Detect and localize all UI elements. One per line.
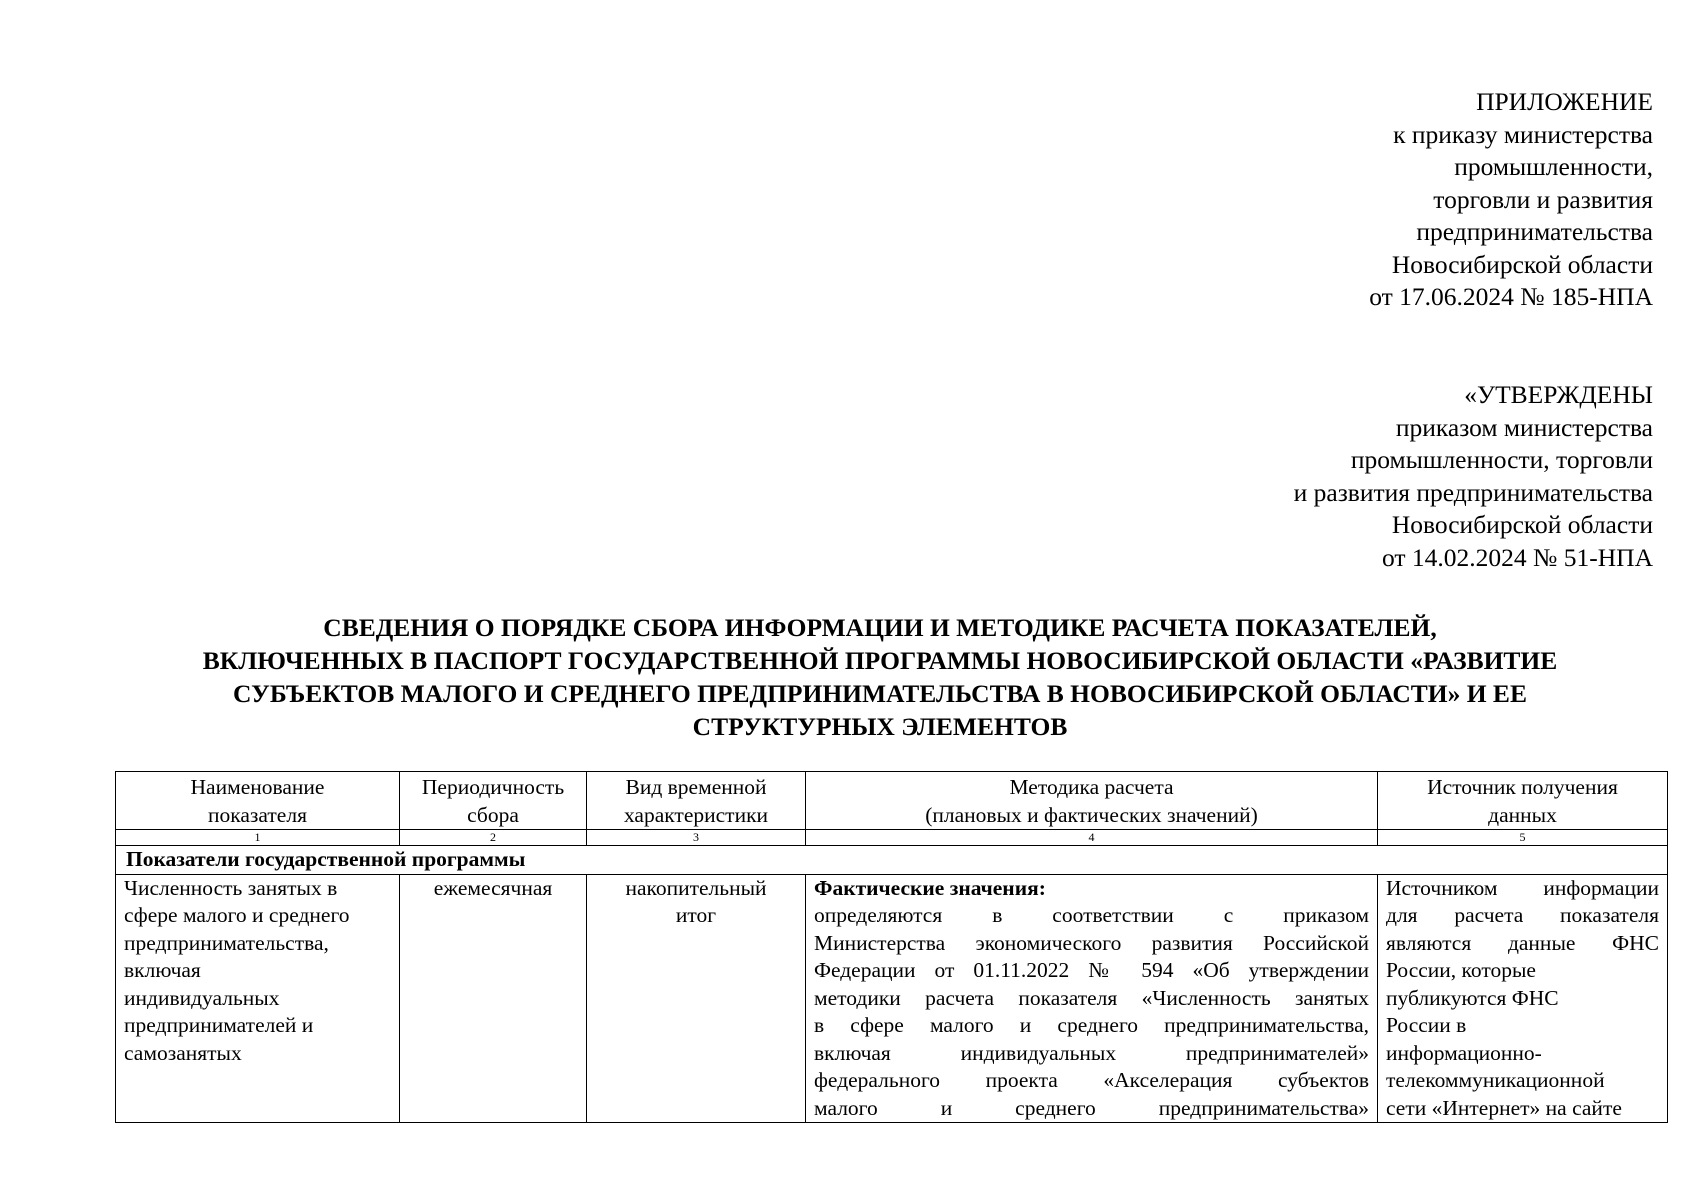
header-time-type: Вид временной характеристики [587, 772, 806, 830]
header-source: Источник получения данных [1378, 772, 1668, 830]
title-line: СУБЪЕКТОВ МАЛОГО И СРЕДНЕГО ПРЕДПРИНИМАТЕЛЬСТВА В НОВОСИБИРСКОЙ ОБЛАСТИ» И ЕЕ [233, 679, 1527, 708]
table-header-row [116, 772, 1668, 830]
approved-line: и развития предпринимательства [1293, 477, 1653, 507]
indicator-name-cell: Численность занятых в сфере малого и среднего предпринимательства, включая индивидуальных предпринимателей и самозанятых [116, 874, 400, 1123]
approved-block [1294, 379, 1653, 574]
appendix-title: ПРИЛОЖЕНИЕ [1476, 87, 1653, 116]
header-periodicity: Периодичность сбора [400, 772, 587, 830]
section-title: Показатели государственной программы [116, 846, 1668, 875]
time-type-cell: накопительный итог [587, 874, 806, 1123]
title-line: ВКЛЮЧЕННЫХ В ПАСПОРТ ГОСУДАРСТВЕННОЙ ПРОГРАММЫ НОВОСИБИРСКОЙ ОБЛАСТИ «РАЗВИТИЕ [202, 646, 1558, 675]
title-line: СТРУКТУРНЫХ ЭЛЕМЕНТОВ [692, 712, 1068, 741]
periodicity-cell: ежемесячная [400, 874, 587, 1123]
source-cell: Источником информации для расчета показателя являются данные ФНС России, которые публикуются ФНС России в информационно- телекоммуникационной сети «Интернет» на сайте [1378, 874, 1668, 1123]
table-row [116, 874, 1668, 1123]
column-number: 2 [400, 830, 587, 846]
section-row [116, 846, 1668, 875]
column-number: 3 [587, 830, 806, 846]
column-number: 1 [116, 830, 400, 846]
column-number: 5 [1378, 830, 1668, 846]
method-heading: Фактические значения: [814, 875, 1046, 900]
appendix-block [1369, 86, 1653, 314]
approved-line: приказом министерства [1395, 412, 1653, 442]
header-indicator-name: Наименование показателя [116, 772, 400, 830]
column-number: 4 [806, 830, 1378, 846]
approved-line: от 14.02.2024 № 51-НПА [1382, 542, 1653, 572]
method-cell: Фактические значения: определяются в соответствии с приказом Министерства экономического развития Российской Федерации от 01.11.2022 № 594 «Об утверждении методики расчета показателя «Численность занятых в сфере малого и среднего предпринимательства, включая индивидуальных предпринимателей» федерального проекта «Акселерация субъектов малого и среднего предпринимательства» [806, 874, 1378, 1123]
appendix-line: к приказу министерства [1393, 119, 1653, 149]
appendix-line: торговли и развития [1433, 184, 1653, 214]
approved-line: промышленности, торговли [1350, 445, 1653, 474]
appendix-line: промышленности, [1454, 152, 1653, 181]
approved-title: «УТВЕРЖДЕНЫ [1464, 380, 1653, 409]
approved-line: Новосибирской области [1391, 510, 1653, 539]
header-method: Методика расчета (плановых и фактических значений) [806, 772, 1378, 830]
document-title [110, 611, 1650, 743]
appendix-line: от 17.06.2024 № 185-НПА [1369, 282, 1653, 311]
column-number-row [116, 830, 1668, 846]
indicators-table [115, 771, 1668, 1123]
title-line: СВЕДЕНИЯ О ПОРЯДКЕ СБОРА ИНФОРМАЦИИ И МЕТОДИКЕ РАСЧЕТА ПОКАЗАТЕЛЕЙ, [323, 613, 1437, 642]
appendix-line: Новосибирской области [1391, 249, 1653, 279]
appendix-line: предпринимательства [1416, 217, 1653, 246]
